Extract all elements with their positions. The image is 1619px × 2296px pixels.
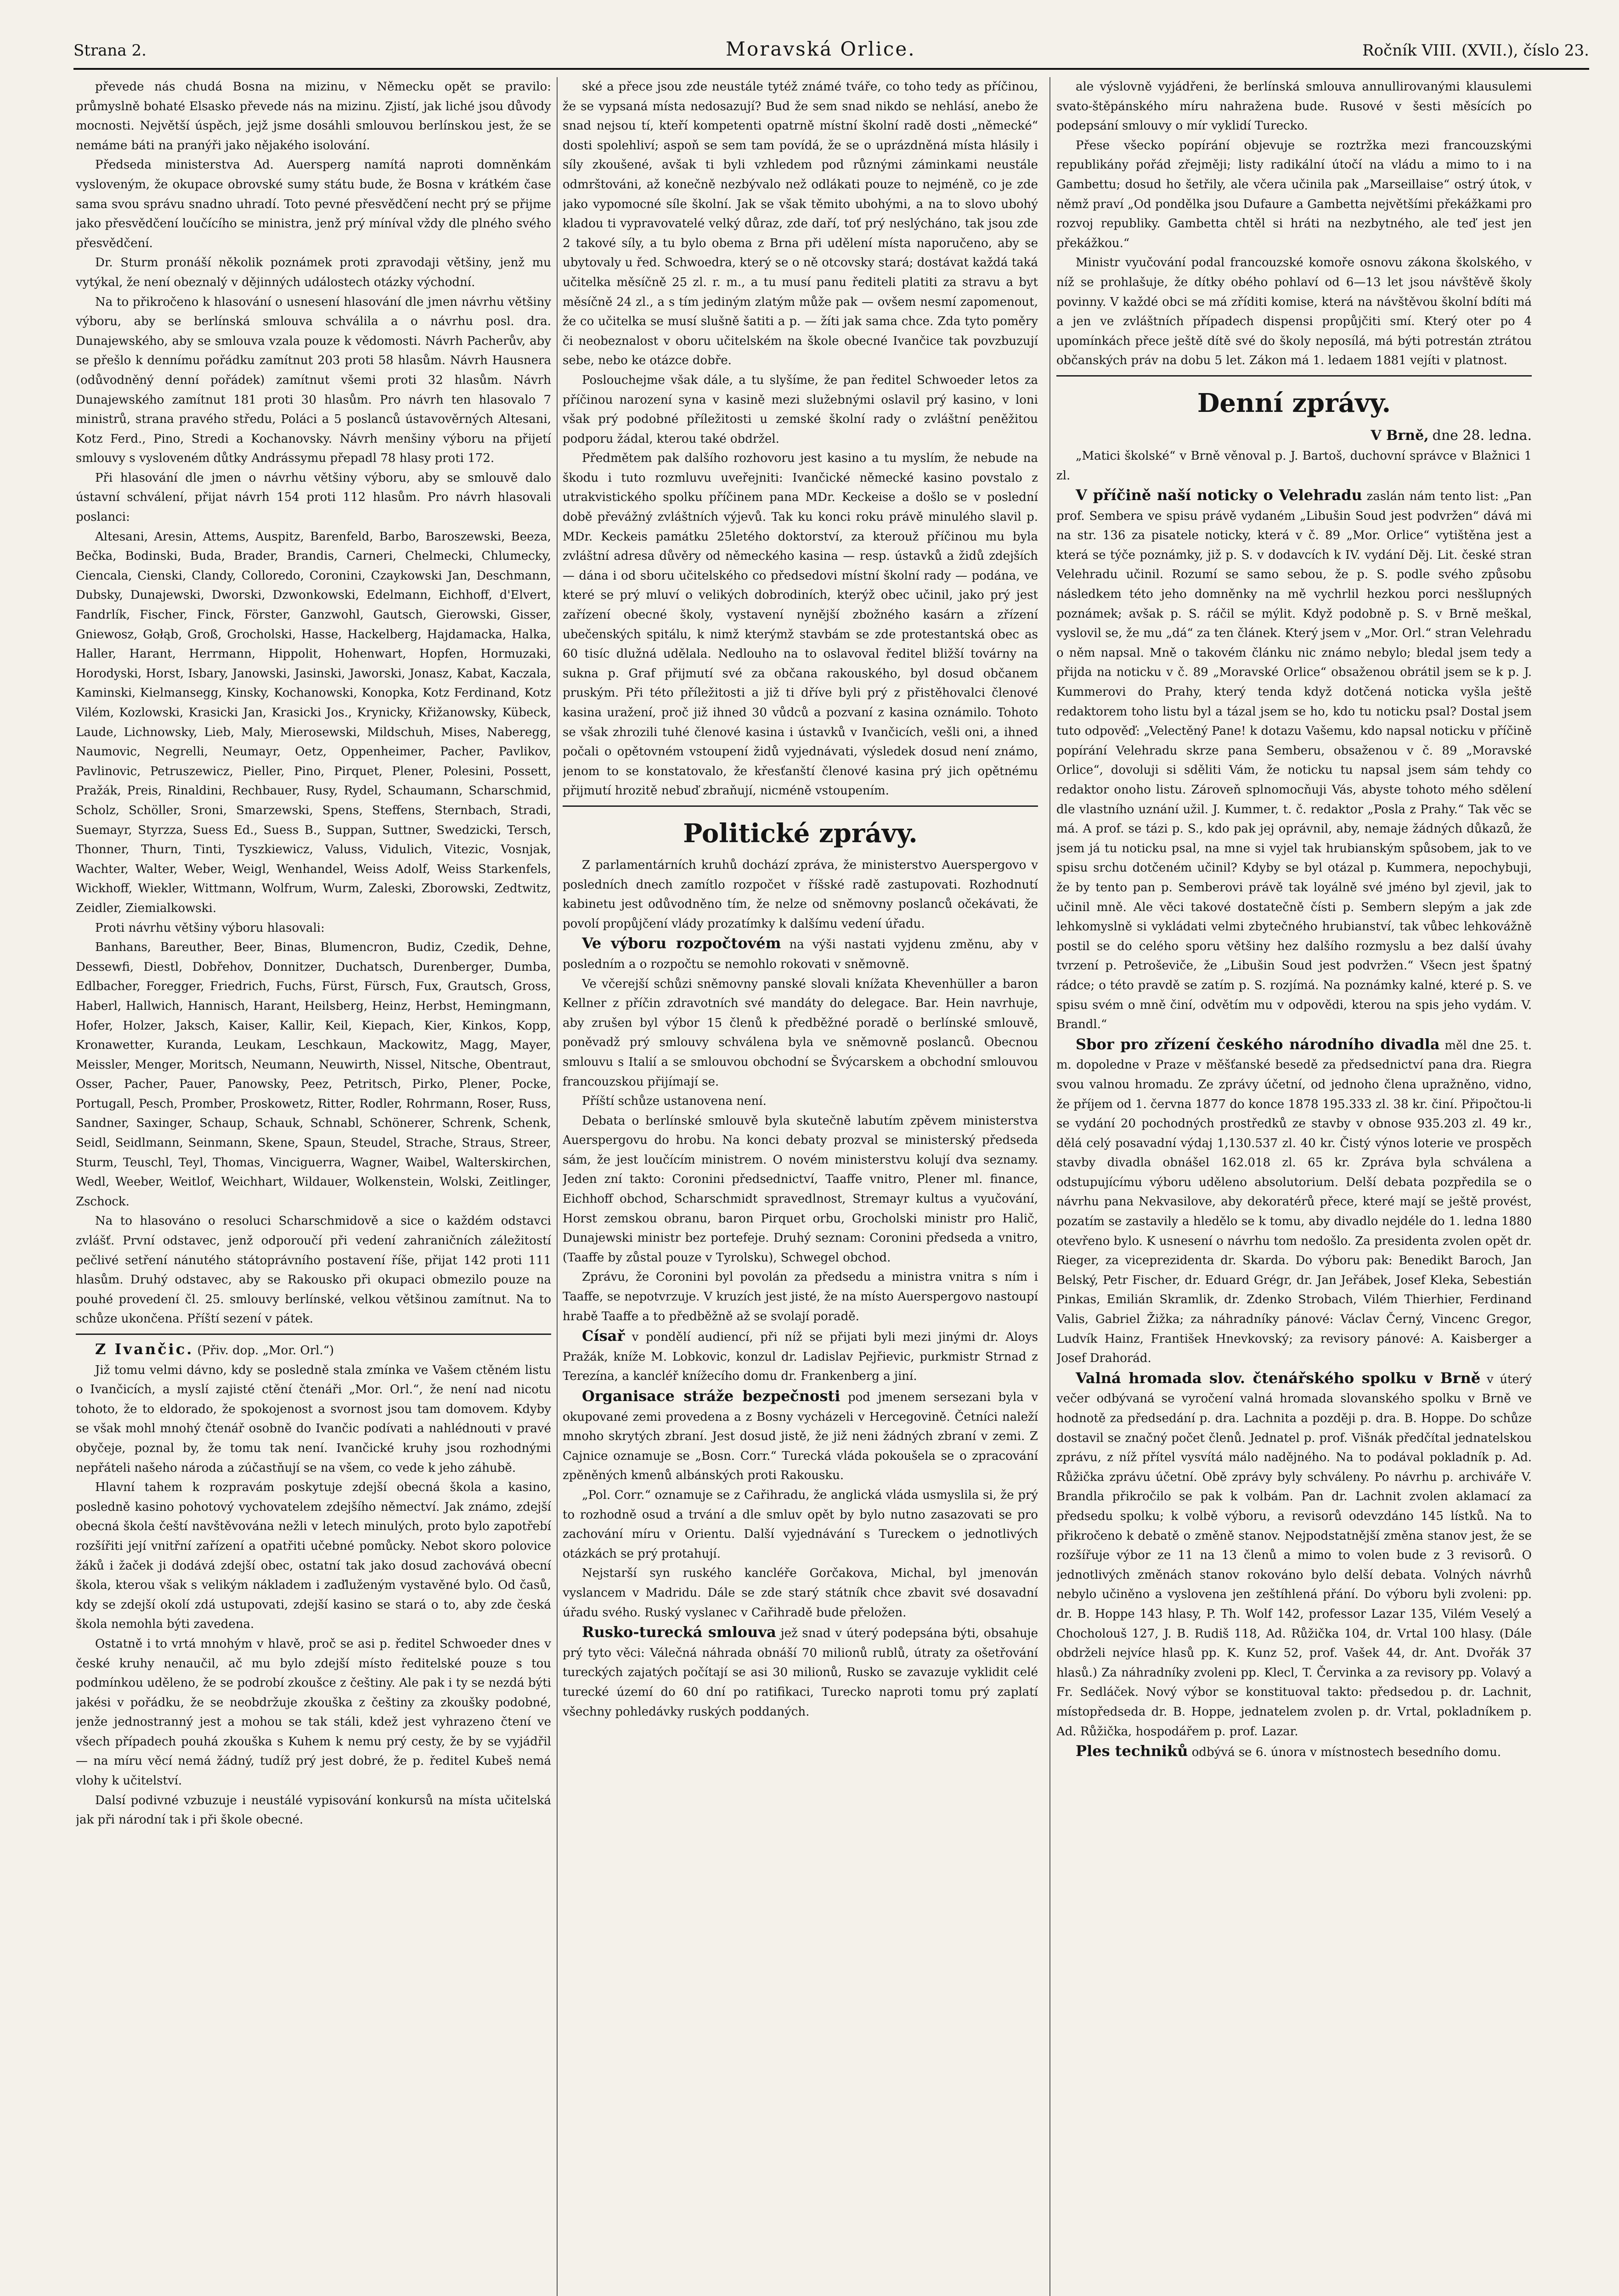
subheading: Císař [582,1327,625,1345]
masthead-title: Moravská Orlice. [726,38,916,60]
dateline-date: dne 28. ledna. [1432,427,1532,444]
paragraph: „Matici školské“ v Brně věnoval p. J. Bartoš, duchovní správce v Blažnici 1 zl. [1056,449,1532,483]
paragraph: Ve včerejší schůzi sněmovny panské slovali knížata Khevenhüller a baron Kellner z příčin zdravotních své mandáty do delegace. Bar. Hein navrhuje, aby zrušen byl výbor 15 členů k předběžné poradě o berlínské smlouvě, poněvadž prý smlouvy schválena byla ve sněmovně poslanců. Obecnou smlouvu s Italií a se smlouvou obchodní se Švýcarskem a obchodní smlouvou francouzskou přijímají se. [563,977,1038,1089]
paragraph: Přese všecko popírání objevuje se roztržka mezi francouzskými republikány pořád zřejměji; listy radikální útočí na vládu a mimo to i na Gambettu; dosud ho šetřily, ale včera učinila pak „Marseillaise“ ostrý útok, v němž praví „Od pondělka jsou Dufaure a Gambetta největšími překážkami pro rozvoj republiky. Gambetta chtěl si hráti na nezbytného, ale teď jest jen překážkou.“ [1056,138,1532,250]
paragraph-text: v pondělí audiencí, při níž se přijati byli mezi jinými dr. Aloys Pražák, kníže M. Lobkovic, konzul dr. Ladislav Pejřievic, purkmistr Strnad z Terezína, a kancléř knížecího domu dr. Frankenberg a jiní. [563,1330,1038,1384]
article-byline: (Přiv. dop. „Mor. Orl.“) [197,1344,334,1357]
paragraph: Předseda ministerstva Ad. Auersperg namítá naproti domněnkám vysloveným, že okupace obrovské sumy státu bude, že Bosna v krátkém čase sama svou správu snadno uhradí. Toto pevné přesvědčení necht prý se přijme jako přesvědčení loučícího se ministra, jenž prý míníval vždy dle plného svého přesvědčení. [76,158,551,250]
paragraph: „Pol. Corr.“ oznamuje se z Cařihradu, že anglická vláda usmyslila si, že prý to rozhodně osud a trvání a dle smluv opět by bylo nutno zasazovati se pro zachování míru v Orientu. Další vyjednávání s Tureckem o jednotlivých otázkách se prý protahují. [563,1488,1038,1561]
section-rule [76,1334,551,1335]
article-title: Z Ivančic. [95,1340,194,1358]
paragraph: Dr. Sturm pronáší několik poznámek proti zpravodaji většiny, jenž mu vytýkal, že není obeznalý v dějinných událostech otázky východní. [76,256,551,289]
column-3 [1056,77,1532,2296]
paragraph: Při hlasování dle jmen o návrhu většiny výboru, aby se smlouvě dalo ústavní schválení, přijat návrh 154 proti 112 hlasům. Pro návrh hlasovali poslanci: [76,471,551,524]
paragraph [1056,1741,1532,1762]
dateline [1056,425,1532,446]
paragraph-text: zaslán nám tento list: „Pan prof. Sembera ve spisu právě vydaném „Libušin Soud jest podvržen“ dává mi na str. 136 za pisatele noticky, která v č. 89 „Mor. Orlice“ vytištěna jest a která se týče poznámky, již p. S. v dodavcích k IV. vydání Děj. Lit. české stran Velehradu učinil. Rozumí se samo sebou, že p. S. podle svého způsobu následkem této jeho domněnky na mě vychrlil hezkou porci nesšlupných poznámek; avšak p. S. ráčil se mýlit. Když podobně p. S. v Brně meškal, vyslovil se, že mu „dá“ za ten článek. Který jsem v „Mor. Orl.“ stran Velehradu o něm napsal. Mně o takovém článku nic známo nebylo; bledal jsem tedy a přijda na noticku v č. 89 „Moravské Orlice“ obsaženou obrátil jsem se k p. J. Kummerovi do Prahy, který tenda když dotčená noticka vyšla ještě redaktorem toho listu byl a tázal jsem se ho, kdo tu noticku psal? Dostal jsem tuto odpověď: „Velectěný Pane! k dotazu Vašemu, kdo napsal noticku v příčině popírání Velehradu skrze pana Semberu, obsaženou v č. 89 „Moravské Orlice“, dovoluji si sděliti Vám, že noticku tu napsal jsem sám tehdy co redaktor onoho listu. Zároveň splnomocňuji Vás, abyste tohoto mého sdělení dle vlastního uznání užil. J. Kummer, t. č. redaktor „Posla z Prahy.“ Tak věc se má. A prof. se tázi p. S., kdo pak jej oprávnil, aby, nemaje žádných důkazů, že jsem já tu noticku psal, na mne si vyjel tak hrubianským spůsobem, jak to ve spisu srchu dotčeném učinil? Kdyby se byl otázal p. Kummera, nepochybuji, že by tento pan p. Semberovi právě tak loyálně své jméno byl zjevil, jak to učinil mně. Ale věci takové dostatečně čísti p. Sembern slepým a jak zde lehkomyslně si vykládati velmi zbytečného hrubianství, tak vůbec lehkovážně postil se do celého sporu většiny hez dalšího rozmyslu a bez další úvahy tvrzení p. Petroševiče, že „Libušin Soud jest podvržen.“ Všecn jest špatný rádce; o této pravdě se zatím p. S. rozjímá. Na poznámky kalné, které p. S. ve spisu svém o mně činí, odvětím mu v odpovědi, kterou na spis jeho vydám. V. Brandl.“ [1056,490,1532,1032]
paragraph: Zprávu, že Coronini byl povolán za předsedu a ministra vnitra s ním i Taaffe, se nepotvrzuje. V kruzích jest jisté, že na místo Auerspergovo nastoupí hrabě Taaffe a to předběžně až se svolají poradě. [563,1270,1038,1323]
section-title-politicke: Politické zprávy. [683,818,918,849]
section-rule [1056,375,1532,377]
paragraph-text: měl dne 25. t. m. dopoledne v Praze v měšťanské besedě za předsednictví pana dra. Riegra svou valnou hromadu. Ze zprávy účetní, od jednoho člena upražněno, vidno, že příjem od 1. června 1877 do konce 1878 195.333 zl. 38 kr. činí. Připočtou-li se vydání 20 pochodných prostředků ze stavby v obnose 935.203 zl. 49 kr., dělá celý posavadní výdaj 1,130.537 zl. 40 kr. Čistý výnos loterie ve prospěch stavby divadla obnášel 162.018 zl. 65 kr. Zpráva byla schválena a odstupujícímu výboru uděleno absolutorium. Delší debata pozpředila se o návrhu pana Nekvasilove, aby dekoratérů přece, které mají se ještě provést, pozatím se zastavily a hledělo se k tomu, aby divadlo nejdéle do 1. ledna 1880 otevřeno bylo. K usnesení o návrhu tom nedošlo. Za presidenta zvolen opět dr. Rieger, za viceprezidenta dr. Skarda. Do výboru pak: Benedikt Baroch, Jan Belský, Petr Fischer, dr. Eduard Grégr, dr. Jan Jeřábek, Josef Kleka, Sebestián Pinkas, Emilián Skramlik, dr. Zdenko Strobach, Vilém Thierhier, Ferdinand Valis, Gabriel Žižka; za náhradníky pánové: Václav Černý, Vincenc Gregor, Ludvík Hainz, František Hnevkovský; za revisory pánové: A. Kaisberger a Josef Drahorád. [1056,1038,1532,1366]
header-rule [73,68,1589,70]
paragraph-text: v úterý večer odbývaná se vyročení valná hromada slovanského spolku v Brně ve hodnotě za předsedání p. dra. Lachnita a později p. dra. B. Hoppe. Do schůze dostavil se značný počet členů. Jednatel p. prof. Višnák předčítal jednatelskou zprávu, z níž přítel vysvítá málo nadějného. Na to podával pokladník p. Ad. Růžička zprávu účetní. Obě zprávy byly schváleny. Po návrhu p. archiváře V. Brandla přikročilo se pak k volbám. Pan dr. Lachnit zvolen aklamací za předsedu spolku; k volbě výboru, a revisorů odevzdáno 145 lístků. Na to přikročeno k debatě o změně stanov. Nejpodstatnější změna stanov jest, že se rozšířuje výbor ze 11 na 13 členů a mimo to volen bude z 3 revisorů. O jednotlivých změnách stanov rokováno bylo delší debata. Volných návrhů nebylo učiněno a vyslovena jen zeštíhlená přání. Do výboru byli zvoleni: pp. dr. B. Hoppe 143 hlasy, P. Th. Wolf 142, professor Lazar 135, Vilém Veselý a Chocholouš 127, J. B. Rudiš 118, Ad. Růžička 104, dr. Vrtal 100 hlasy. (Dále obdrželi nejvíce hlasů pp. K. Kunz 52, prof. Vašek 44, dr. Ant. Dvořák 37 hlasů.) Za náhradníky zvoleni pp. Klecl, T. Červinka a za revisory pp. Volavý a Fr. Sedláček. Nový výbor se konstituoval takto: předsedou p. dr. Lachnit, místopředseda dr. B. Hoppe, jednatelem zvolen p. dr. Vrtal, pokladníkem p. Ad. Růžička, hospodářem p. prof. Lazar. [1056,1372,1532,1739]
name-list: Altesani, Aresin, Attems, Auspitz, Barenfeld, Barbo, Baroszewski, Beeza, Bečka, Bodinski, Buda, Brader, Brandis, Carneri, Chelmecki, Chlumecky, Ciencala, Cienski, Clandy, Colloredo, Coronini, Czaykowski Jan, Deschmann, Dubsky, Dunajewski, Dworski, Dzwonkowski, Edelmann, Eichhoff, d'Elvert, Fandrlík, Fischer, Finck, Förster, Ganzwohl, Gautsch, Gierowski, Gisser, Gniewosz, Gołąb, Groß, Grocholski, Hasse, Hackelberg, Hajdamacka, Halka, Haller, Harant, Herrmann, Hippolit, Hohenwart, Hopfen, Hormuzaki, Horodyski, Horst, Isbary, Janowski, Jasinski, Jaworski, Jonasz, Kabat, Kaczala, Kaminski, Kielmansegg, Kinsky, Kochanowski, Konopka, Kotz Ferdinand, Kotz Vilém, Kozlowski, Krasicki Jan, Krasicki Jos., Krynicky, Křižanowsky, Kübeck, Laude, Lichnowsky, Lieb, Maly, Mierosewski, Mildschuh, Mises, Naberegg, Naumovic, Negrelli, Neumayr, Oetz, Oppenheimer, Pacher, Pavlikov, Pavlinovic, Petruszewicz, Pieller, Pino, Pirquet, Plener, Polesini, Possett, Pražák, Preis, Rinaldini, Rechbauer, Rusy, Rydel, Schaumann, Scharschmid, Scholz, Schöller, Sroni, Smarzewski, Spens, Steffens, Sternbach, Stradi, Suemayr, Styrzza, Suess Ed., Suess B., Suppan, Suttner, Swedzicki, Tersch, Thonner, Thurn, Tinti, Tyszkiewicz, Valuss, Vidulich, Vitezic, Vosnjak, Wachter, Walter, Weber, Weigl, Wenhandel, Weiss Adolf, Weiss Starkenfels, Wickhoff, Wiekler, Wittmann, Wolfrum, Wurm, Zaleski, Zborowski, Zedtwitz, Zeidler, Ziemialkowski. [76,529,551,915]
column-divider [557,77,558,2296]
paragraph-text: pod jmenem sersezani byla v okupované zemi provedena a z Bosny vycházeli v Hercegovině. Četníci naleží mnoho skrytých zbraní. Jest dosud jistě, že již neni žádných zbraní v zemi. Z Cajnice oznamuje se „Bosn. Corr.“ Turecká vláda pokoušela se o zpracování zpěněných kmenů albánských proti Rakousku. [563,1390,1038,1483]
paragraph [563,1326,1038,1386]
paragraph: Předmětem pak dalšího rozhovoru jest kasino a tu myslím, že nebude na škodu i tuto rozmluvu uveřejniti: Ivančické německé kasino povstalo z utrakvistického spolku příčinem pana MDr. Keckeise a došlo se v poslední době převážný zvláštních výjevů. Tak ku konci roku právě minulého slavil p. MDr. Keckeis památku 25letého doktorství, za kterouž příčinou mu byla zvláštní adresa důvěry od německého kasina — resp. ústavků a židů zdejších — dána i od sboru učitelského co předsedovi místní školní rady — podána, ve které se prý mluví o velikých dobrodiních, kterýž obec učinil, jako prý jest zařízení obecné školy, vystavení nynější zbožného kasárn a zřízení ubečenských spitálu, k nimž kterýmž stavbám se zde protestantská obec as 60 tisíc dlužná udělala. Nedlouho na to oslavoval ředitel bližší továrny na sukna p. Graf přijmutí své za občana rakouského, byl dosud občanem pruským. Při této příležitosti a již ti dříve byli prý z přistěhovalci členové kasina uražení, proč již ihned 30 vůdců a pozvaní z kasina oznámilo. Tohoto se však zhrozili tuhé členové kasina i ústavků v Ivančicích, vešli oni, a ihned počali o opětovném vstoupení židů vyjednávati, výsledek dosud není známo, jenom to se konstatovalo, že křesťanští členové kasina prý jich opětnému přijmutí hrozitě nebuď zbraňují, nicméně vstoupením. [563,451,1038,798]
column-2 [563,77,1038,2296]
paragraph [1056,1368,1532,1741]
column-1 [76,77,551,2296]
paragraph: převede nás chudá Bosna na mizinu, v Německu opět se pravilo: průmyslně bohaté Elsasko převede nás na mizinu. Zjistí, jak liché jsou důvody mocnosti. Největší úspěch, jejž jsme dosáhli smlouvou berlínskou jest, že se nemáme báti na pranýři jako nějakého isolování. [76,80,551,152]
paragraph: Dalsí podivné vzbuzuje i neustálé vypisování konkursů na místa učitelská jak při národní tak i při škole obecné. [76,1793,551,1827]
article-head [76,1339,551,1361]
paragraph: Z parlamentárních kruhů dochází zpráva, že ministerstvo Auerspergovo v posledních dnech zamítlo rozpočet v říšské radě zastupovati. Rozhodnutí kabinetu jest odůvodněno tím, že nelze od sněmovny poslanců očekávati, že povolí propůjčení vlády prozatímky k dalšímu vedení úřadu. [563,858,1038,931]
paragraph: Poslouchejme však dále, a tu slyšíme, že pan ředitel Schwoeder letos za příčinou narození syna v kasině mezi služebnými oslavil prý kasino, v loni však prý podobné příležitosti u zemské školní rady o zvláštní peněžitou podporu žádal, kterou také obdržel. [563,373,1038,446]
paragraph: Příští schůze ustanovena není. [582,1094,767,1109]
subheading: Ve výboru rozpočtovém [582,934,781,952]
page-number: Strana 2. [73,41,147,60]
paragraph-text: na výši nastati vyjdenu změnu, aby v posledním a o rozpočtu se nemohlo rokovati v sněmovně. [563,938,1038,971]
section-rule [563,805,1038,807]
paragraph: ale výslovně vyjádřeni, že berlínská smlouva annullirovanými klausulemi svato-štěpánského míru nahražena bude. Rusové v šesti měsících po podepsání smlouvy o mír vyklidí Turecko. [1056,80,1532,133]
paragraph: Již tomu velmi dávno, kdy se posledně stala zmínka ve Vašem ctěném listu o Ivančicích, a myslí zajisté ctění čtenáři „Mor. Orl.“, že není nad nicotu tohoto, že to eldorado, že spokojenost a svornost jsou tam domovem. Kdyby se však mohl mnohý čtenář osobně do Ivančic podívati a nahlédnouti v pravé obyčeje, poznal by, že tomu tak není. Ivančické kruhy jsou rozhodnými nepřáteli našeho národa a zúčastňují se na všem, co vede k jeho záhubě. [76,1363,551,1475]
paragraph-text: jež snad v úterý podepsána býti, obsahuje prý tyto věci: Válečná náhrada obnáší 70 milionů rublů, útraty za ošetřování tureckých zajatých počítají se asi 30 milionů, Rusko se zavazuje vyklidit celé turecké území do 60 dní po ratifikaci, Turecko naproti tomu prý zaplatí všechny pohledávky ruských poddaných. [563,1626,1038,1719]
section-title-denni: Denní zprávy. [1197,388,1391,418]
subheading: Sbor pro zřízení českého národního divadla [1076,1035,1440,1053]
issue-info: Ročník VIII. (XVII.), číslo 23. [1362,41,1589,60]
subheading: Rusko-turecká smlouva [582,1623,776,1641]
paragraph: ské a přece jsou zde neustále tytéž známé tváře, co toho tedy as příčinou, že se vypsaná místa nedosazují? Bud že sem snad nikdo se nehlásí, anebo že snad nejsou tí, kteří kompetenti opatrně místní školní radě dosti „německé“ dosti spolehliví; aspoň se sem tam povídá, že se o uprázdněná místa hlásily i síly zkoušené, avšak ti byli vzhledem pod různými záminkami neustále odmrštováni, až konečně nezbývalo než odlákati pouze to nejméně, co je zde jako vypomocné síle školní. Jak se však těmito ubohými, a na to slovo ubohý kladou ti vypravovatelé velký důraz, zde daří, toť prý neslýcháno, tak jsou zde 2 takové síly, a tu bylo obema z Brna při udělení místa naporučeno, aby se ubytovaly u řed. Schwoedra, který se o ně otcovsky stará; dostávat každá taká učitelka měsíčně 25 zl. r. m., a tu musí panu řediteli platiti za stravu a byt měsíčně 24 zl., a s tím jediným zlatým může pak — ovšem nesmí zapomenout, že co učitelka se musí slušně šatiti a p. — žíti jak sama chce. Zda tyto poměry či neobeznalost v oboru učitelském na škole obecné Ivančice tak povzbuzují sebe, nebo ke otázce dobře. [563,80,1038,368]
paragraph: Na to hlasováno o resoluci Scharschmidově a sice o každém odstavci zvlášť. První odstavec, jenž odporoučí při vedení zahraničních záležitostí pečlivé setření nánutého státoprávního postavení říše, přijat 142 proti 111 hlasům. Druhý odstavec, aby se Rakousko při okupaci obmezilo pouze na pouhé provedení čl. 25. smlouvy berlínské, velkou většinou zamítnut. Na to schůze ukončena. Příští sezení v pátek. [76,1214,551,1326]
paragraph: Proti návrhu většiny výboru hlasovali: [95,921,325,935]
paragraph [563,1386,1038,1486]
paragraph-text: odbývá se 6. února v místnostech besedního domu. [1191,1745,1501,1760]
paragraph [563,1622,1038,1722]
subheading: Organisace stráže bezpečnosti [582,1387,841,1405]
paragraph: Ostatně i to vrtá mnohým v hlavě, proč se asi p. ředitel Schwoeder dnes v české kruhy nenaučil, ač mu bylo zdejší místo ředitelské pouze s tou podmínkou uděleno, že se podrobí zkoušce z češtiny. Ale pak i ty se nezdá býti jakési v pořádku, že se neobdržuje zkouška z češtiny za zkoušky podobné, jenže jednostranný jest a mohou se tak stáli, kdež jest vyhrazeno čtení ve všech případech pouhá zkouška s Kuhem k nemu prý cesty, že by se vyjádřil — na míru věcí nemá žádný, tudíž prý jest dobré, že p. ředitel Kubeš nemá vlohy k učitelství. [76,1637,551,1788]
paragraph: Nejstarší syn ruského kancléře Gorčakova, Michal, byl jmenován vyslancem v Madridu. Dále se zde starý státník chce zbavit své dosavadní úřadu svého. Ruský vyslanec v Cařihradě bude přeložen. [563,1566,1038,1620]
subheading: V příčině naší noticky o Velehradu [1076,486,1362,504]
paragraph: Debata o berlínské smlouvě byla skutečně labutím zpěvem ministerstva Auerspergovu do hrobu. Na konci debaty prozval se ministerský předseda sám, že jest loučícím ministrem. O novém ministerstvu kolují dva seznamy. Jeden zní takto: Coronini předsednictví, Taaffe vnitro, Plener ml. finance, Eichhoff obchod, Scharschmidt spravedlnost, Stremayr kultus a vyučování, Horst zemskou obranu, baron Pirquet orbu, Grocholski ministr pro Halič, Dunajewski ministr bez portefeje. Druhý seznam: Coronini předseda a vnitro, (Taaffe by zůstal pouze v Tyrolsku), Schwegel obchod. [563,1114,1038,1265]
paragraph [1056,485,1532,1035]
paragraph [1056,1035,1532,1368]
name-list: Banhans, Bareuther, Beer, Binas, Blumencron, Budiz, Czedik, Dehne, Dessewfi, Diestl, Dobřehov, Donnitzer, Duchatsch, Durenberger, Dumba, Edlbacher, Foregger, Friedrich, Fuchs, Fürst, Fürsch, Fux, Grautsch, Gross, Haberl, Hallwich, Hannisch, Harant, Heilsberg, Heinz, Herbst, Hemingmann, Hofer, Holzer, Jaksch, Kaiser, Kallir, Keil, Kiepach, Kier, Kinkos, Kopp, Kronawetter, Kuranda, Leukam, Leschkaun, Mackowitz, Magg, Mayer, Meissler, Menger, Moritsch, Neumann, Neuwirth, Nissel, Nitsche, Obentraut, Osser, Pacher, Pauer, Panowsky, Peez, Petritsch, Pirko, Plener, Pocke, Portugall, Pesch, Promber, Proskowetz, Ritter, Rodler, Rohrmann, Roser, Russ, Sandner, Saxinger, Schaup, Schauk, Schnabl, Schönerer, Schrenk, Schenk, Seidl, Seidlmann, Seinmann, Skene, Spaun, Steudel, Strache, Straus, Streer, Sturm, Teuschl, Teyl, Thomas, Vinciguerra, Wagner, Waibel, Walterskirchen, Wedl, Weeber, Weitlof, Weichhart, Wildauer, Wolkenstein, Wolski, Zeitlinger, Zschock. [76,940,551,1209]
paragraph: Ministr vyučování podal francouzské komoře osnovu zákona školského, v níž se prohlašuje, že dítky obého pohlaví od 6—13 let jsou návštěvě školy povinny. V každé obci se má zříditi komise, která na návštěvou školní bdíti má a jen ve zvláštních případech dispensi propůjčiti smí. Který oter po 4 upomínkách přece ještě dítě své do školy neposílá, má býti potrestán ztrátou občanských práv na dobu 5 let. Zákon má 1. ledaem 1881 vejíti v platnost. [1056,256,1532,368]
paragraph [563,934,1038,974]
page-header [73,36,1589,73]
paragraph: Na to přikročeno k hlasování o usnesení hlasování dle jmen návrhu většiny výboru, aby se berlínská smlouva schválila a o návrhu posl. dra. Dunajewského, aby se smlouva vzala pouze k vědomosti. Návrh Pacherův, aby se přešlo k dennímu pořádku zamítnut 203 proti 58 hlasům. Návrh Hausnera (odůvodněný denní pořádek) zamítnut všemi proti 32 hlasům. Návrh Dunajewského zamítnut 181 proti 30 hlasům. Pro návrh ten hlasovalo 7 ministrů, strana pravého středu, Poláci a 5 poslanců ústavověrných Altesani, Kotz Ferd., Pino, Stredi a Kochanovsky. Návrh menšiny výboru na přijetí smlouvy s vysloveném důtky Andrássymu přepadl 78 hlasy proti 172. [76,295,551,466]
dateline-city: V Brně, [1371,427,1429,444]
subheading: Valná hromada slov. čtenářského spolku v Brně [1076,1369,1481,1387]
paragraph: Hlavní tahem k rozpravám poskytuje zdejší obecná škola a kasino, posledně kasino pohotový vychovatelem zdejšího němectví. Jak známo, zdejší obecná škola čeští navštěvována nežli v letech minulých, proto bylo zapotřebí rozšířiti její vnitřní zařízení a opatřiti učebné pomůcky. Nebot skoro polovice žáků i žaček ji dodává zdejší obec, ostatní tak jako dosud zachovává obecní škola, kterou však s velikým nákladem i zaďluženým vystavěné bylo. Od časů, kdy se zdejší okolí zdá ustupovati, zdejší kasino se stará o to, aby zde česká škola nemohla býti zavedena. [76,1480,551,1632]
column-divider [1049,77,1050,2296]
subheading: Ples techniků [1076,1742,1188,1760]
